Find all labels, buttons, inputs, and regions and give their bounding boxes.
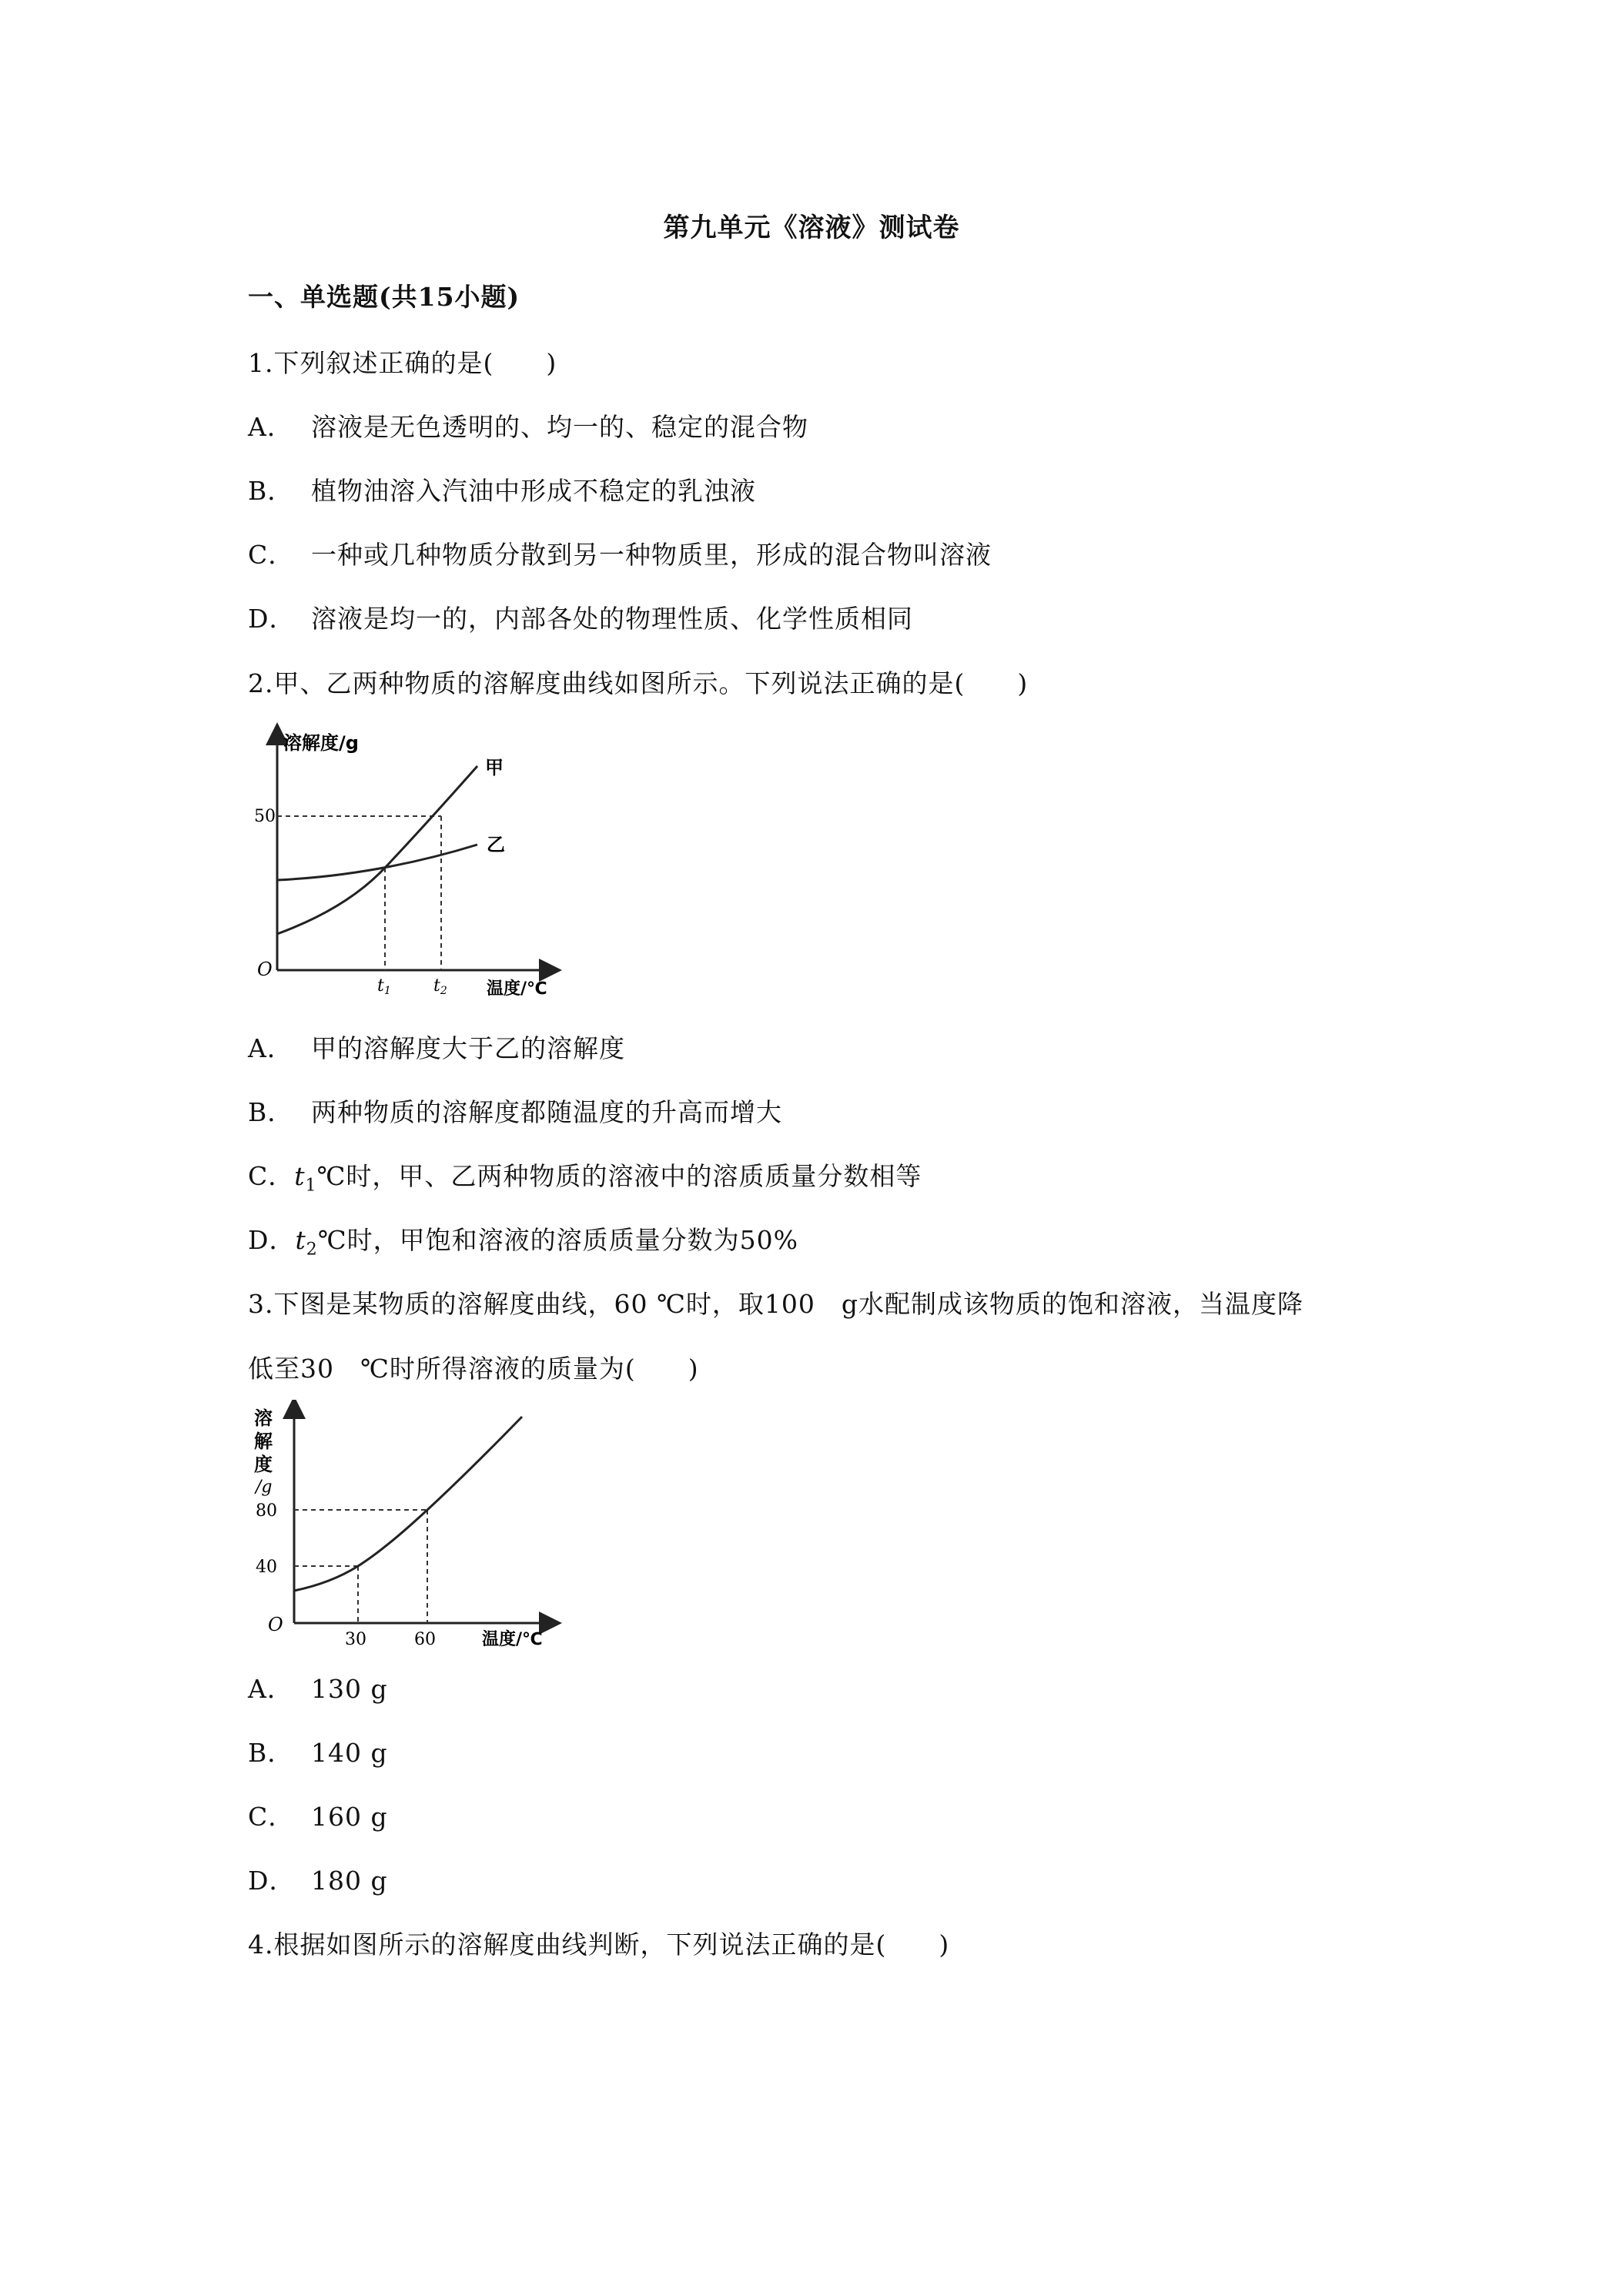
q2-option-a — [248, 1029, 625, 1065]
q2-solubility-svg — [246, 720, 570, 997]
option-letter: A． — [248, 1033, 293, 1063]
q1-option-a — [248, 407, 808, 443]
y-label-char-2: 解 — [254, 1431, 273, 1452]
origin-label: O — [257, 959, 273, 980]
option-sub: 2 — [306, 1240, 318, 1260]
y-tick-40: 40 — [256, 1558, 277, 1577]
q1-option-d — [248, 599, 913, 635]
option-text: ℃时，甲饱和溶液的溶质质量分数为50% — [317, 1225, 798, 1255]
q3-stem-line1: 3.下图是某物质的溶解度曲线，60 ℃时，取100 g水配制成该物质的饱和溶液，当温度降 — [248, 1289, 1303, 1319]
option-letter: D． — [248, 1225, 296, 1255]
option-text: 溶液是无色透明的、均一的、稳定的混合物 — [311, 412, 808, 442]
option-letter: C． — [248, 1802, 295, 1832]
q3-stem-line2: 低至30 ℃时所得溶液的质量为( ) — [248, 1354, 699, 1384]
q2-option-d — [248, 1220, 798, 1260]
q1-option-b — [248, 471, 756, 507]
option-text: 两种物质的溶解度都随温度的升高而增大 — [311, 1097, 782, 1127]
q2-stem: 2.甲、乙两种物质的溶解度曲线如图所示。下列说法正确的是( ) — [248, 668, 1029, 698]
x-tick-60: 60 — [414, 1630, 436, 1649]
option-text: 植物油溶入汽油中形成不稳定的乳浊液 — [311, 476, 756, 506]
x-axis-label: 温度/℃ — [482, 1630, 543, 1649]
option-text: ℃时，甲、乙两种物质的溶液中的溶质质量分数相等 — [316, 1161, 922, 1191]
option-text: 140 g — [311, 1738, 388, 1768]
y-label-char-1: 溶 — [254, 1407, 273, 1429]
option-letter: B． — [248, 1097, 294, 1127]
option-var: t — [294, 1161, 306, 1191]
q2-solubility-figure — [246, 720, 570, 997]
curve-jia — [277, 766, 477, 934]
option-var: t — [295, 1225, 306, 1255]
y-label-unit: /g — [256, 1478, 273, 1497]
y-tick-80: 80 — [256, 1501, 277, 1521]
q2-option-b — [248, 1093, 782, 1129]
option-letter: C． — [248, 1161, 295, 1191]
option-text: 160 g — [311, 1802, 388, 1832]
option-letter: C． — [248, 540, 295, 570]
option-sub: 1 — [305, 1176, 317, 1196]
solubility-curve — [294, 1417, 522, 1591]
option-letter: B． — [248, 476, 294, 506]
x-tick-30: 30 — [345, 1630, 366, 1649]
option-letter: A． — [248, 1674, 293, 1704]
x-axis-label: 温度/℃ — [487, 979, 547, 997]
q1-stem: 1.下列叙述正确的是( ) — [248, 348, 557, 378]
q1-option-c — [248, 535, 992, 571]
option-letter: B． — [248, 1738, 294, 1768]
option-text: 180 g — [311, 1866, 388, 1896]
series-label-yi: 乙 — [487, 834, 505, 855]
option-letter: A． — [248, 412, 293, 442]
option-text: 溶液是均一的，内部各处的物理性质、化学性质相同 — [311, 604, 913, 634]
section-heading: 一、单选题(共15小题) — [248, 282, 520, 312]
option-letter: D． — [248, 604, 296, 634]
option-letter: D． — [248, 1866, 296, 1896]
option-text: 一种或几种物质分散到另一种物质里，形成的混合物叫溶液 — [311, 540, 992, 570]
series-label-jia: 甲 — [485, 757, 504, 778]
q3-solubility-figure — [246, 1400, 570, 1650]
y-label-char-3: 度 — [254, 1454, 273, 1475]
x-tick-t2: t2 — [433, 976, 447, 997]
q3-option-d — [248, 1861, 388, 1897]
y-tick-50: 50 — [254, 807, 276, 826]
option-text: 130 g — [311, 1674, 388, 1704]
q3-solubility-svg — [246, 1400, 570, 1650]
x-tick-t1: t1 — [377, 976, 391, 997]
q3-option-c — [248, 1797, 388, 1833]
q3-option-b — [248, 1733, 388, 1769]
q4-stem: 4.根据如图所示的溶解度曲线判断，下列说法正确的是( ) — [248, 1930, 950, 1960]
q3-option-a — [248, 1669, 388, 1705]
y-axis-label: 溶解度/g — [283, 732, 359, 754]
option-text: 甲的溶解度大于乙的溶解度 — [311, 1033, 625, 1063]
page-title: 第九单元《溶液》测试卷 — [663, 213, 960, 243]
origin-label: O — [268, 1614, 283, 1635]
q2-option-c — [248, 1156, 922, 1196]
